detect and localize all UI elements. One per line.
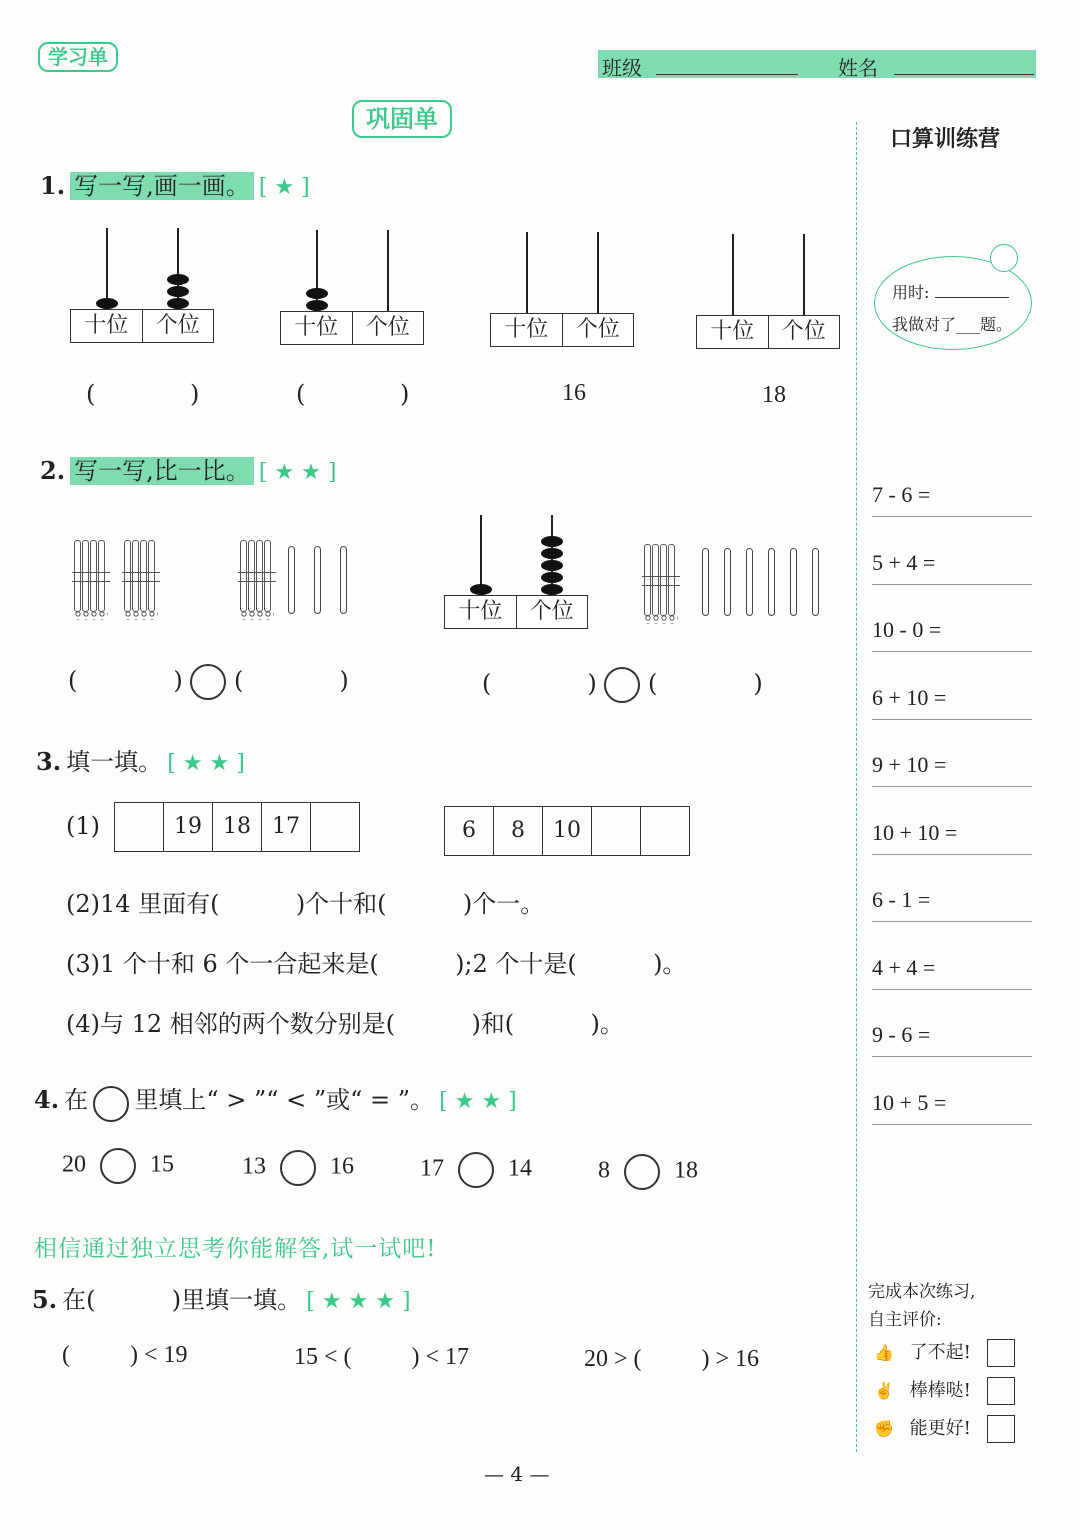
tens-label: 十位 [458, 599, 503, 624]
q3-title [36, 742, 245, 777]
place-value-box [490, 313, 634, 347]
ones-label: 个位 [516, 596, 588, 628]
mental-math-item[interactable]: 6 + 10 = [872, 685, 1032, 720]
self-eval-line-2: 自主评价: [868, 1310, 942, 1330]
self-eval-line-1: 完成本次练习, [868, 1282, 976, 1302]
ones-label: 个位 [142, 310, 214, 342]
self-eval-list [874, 1334, 1015, 1448]
left-number: 17 [420, 1155, 444, 1182]
tens-rod [732, 234, 734, 316]
eval-label: 能更好! [909, 1418, 971, 1439]
q4-text-before: 在 [64, 1086, 89, 1114]
q1-stars: [ ★ ] [258, 175, 310, 200]
q5-item-2[interactable]: 15 < ( ) < 17 [294, 1344, 470, 1370]
cell: 10 [542, 807, 591, 855]
q4-pair-2 [242, 1150, 354, 1186]
q5-item-1[interactable]: ( ) < 19 [62, 1342, 188, 1368]
class-label: 班级 [602, 56, 642, 80]
q1-blank-open[interactable]: ( [86, 380, 96, 408]
thumbs-up-icon: 👍 [874, 1343, 894, 1362]
q5-item-3[interactable]: 20 > ( ) > 16 [584, 1346, 760, 1372]
left-number: 8 [598, 1157, 610, 1184]
mental-math-item[interactable]: 10 + 10 = [872, 820, 1032, 855]
tens-label: 十位 [710, 319, 755, 344]
ones-label: 个位 [768, 316, 840, 348]
ones-rod [803, 234, 805, 316]
bead [167, 298, 189, 309]
brand-text: 学习单 [48, 45, 108, 69]
cell: 19 [163, 803, 212, 851]
bead [541, 548, 563, 559]
q4-pair-4 [598, 1154, 698, 1190]
cell[interactable] [310, 803, 359, 851]
ones-rod [387, 230, 389, 312]
ten-stick-bundle [644, 544, 678, 624]
q5-title [32, 1280, 411, 1315]
q2-compare-right [482, 667, 763, 703]
self-eval-title [868, 1278, 975, 1334]
bead [306, 288, 328, 299]
class-field[interactable] [656, 74, 798, 75]
q3-number-row-1 [114, 802, 360, 852]
single-stick [768, 548, 775, 616]
q4-pair-3 [420, 1152, 532, 1188]
circle-icon [93, 1086, 129, 1122]
eval-checkbox[interactable] [987, 1339, 1015, 1367]
cell[interactable] [115, 803, 163, 851]
q3-text: 填一填。 [66, 748, 163, 776]
blank-close: ) [587, 669, 597, 698]
blank-open[interactable]: ( [648, 669, 658, 698]
q1-blank-open[interactable]: ( [296, 380, 306, 408]
right-number: 18 [674, 1157, 698, 1184]
fist-icon: ✊ [874, 1419, 894, 1438]
sheet-title-badge [352, 100, 452, 138]
cell: 17 [261, 803, 310, 851]
cell: 6 [462, 818, 476, 843]
self-eval-item [874, 1410, 1015, 1448]
bead [541, 572, 563, 583]
compare-circle[interactable] [280, 1150, 316, 1186]
victory-hand-icon: ✌ [874, 1381, 894, 1400]
q2-compare-left [68, 664, 349, 700]
self-eval-item [874, 1372, 1015, 1410]
eval-checkbox[interactable] [987, 1415, 1015, 1443]
page-number: — 4 — [484, 1462, 550, 1486]
single-stick [724, 548, 731, 616]
blank-close: ) [339, 666, 349, 695]
left-number: 13 [242, 1153, 266, 1180]
mental-math-item[interactable]: 9 - 6 = [872, 1022, 1032, 1057]
tens-label: 十位 [504, 317, 549, 342]
self-eval-item [874, 1334, 1015, 1372]
q3-number: 3. [36, 747, 62, 776]
right-number: 16 [330, 1153, 354, 1180]
encouragement-text: 相信通过独立思考你能解答,试一试吧! [34, 1236, 437, 1262]
blank-open[interactable]: ( [234, 666, 244, 695]
cell: 8 [493, 807, 542, 855]
time-label: 用时: [892, 283, 930, 302]
q5-text: 在( )里填一填。 [62, 1286, 302, 1314]
ones-rod [597, 232, 599, 314]
q5-stars: [ ★ ★ ★ ] [306, 1289, 411, 1314]
bead [306, 300, 328, 311]
q1-text: 写一写,画一画。 [70, 172, 254, 200]
mental-math-item[interactable]: 5 + 4 = [872, 550, 1032, 585]
blank-open[interactable]: ( [482, 669, 492, 698]
q4-text-after: 里填上“ > ”“ < ”或“ = ”。 [134, 1086, 435, 1114]
time-field[interactable] [935, 297, 1009, 298]
single-stick [314, 546, 321, 614]
q3-part1-label: (1) [66, 812, 100, 840]
single-stick [746, 548, 753, 616]
single-stick [702, 548, 709, 616]
left-number: 20 [62, 1151, 86, 1178]
blank-open[interactable]: ( [68, 666, 78, 695]
q4-title [34, 1080, 517, 1122]
bead [167, 274, 189, 285]
ones-label: 个位 [562, 314, 634, 346]
q4-pair-1 [62, 1148, 174, 1184]
bead [470, 584, 492, 595]
compare-circle[interactable] [604, 667, 640, 703]
compare-circle[interactable] [100, 1148, 136, 1184]
q3-part3: (3)1 个十和 6 个一合起来是( );2 个十是( )。 [66, 950, 687, 978]
single-stick [790, 548, 797, 616]
correct-count: 我做对了___题。 [892, 315, 1013, 334]
single-stick [288, 546, 295, 614]
q1-value-16: 16 [562, 380, 586, 406]
tens-label: 十位 [294, 315, 339, 340]
cell[interactable] [640, 807, 689, 855]
side-divider [856, 122, 857, 1452]
ten-stick-bundle [240, 540, 274, 620]
time-row [892, 280, 1009, 303]
tens-rod [526, 232, 528, 314]
place-value-box [444, 595, 588, 629]
cell: 18 [212, 803, 261, 851]
brand-badge [38, 42, 118, 72]
right-number: 15 [150, 1151, 174, 1178]
mental-math-item[interactable]: 6 - 1 = [872, 887, 1032, 922]
q1-blank-close: ) [400, 380, 410, 408]
q2-stars: [ ★ ★ ] [258, 460, 337, 485]
q2-text: 写一写,比一比。 [70, 457, 254, 485]
right-number: 14 [508, 1155, 532, 1182]
eval-label: 了不起! [909, 1342, 971, 1363]
mental-math-item[interactable]: 7 - 6 = [872, 482, 1032, 517]
q4-number: 4. [34, 1085, 60, 1114]
eval-label: 棒棒哒! [909, 1380, 971, 1401]
mental-math-item[interactable]: 9 + 10 = [872, 752, 1032, 787]
cell[interactable] [591, 807, 640, 855]
sheet-title: 巩固单 [366, 105, 438, 133]
q2-number: 2. [40, 456, 66, 485]
bead [541, 584, 563, 595]
single-stick [340, 546, 347, 614]
mental-math-item[interactable]: 10 - 0 = [872, 617, 1032, 652]
eval-checkbox[interactable] [987, 1377, 1015, 1405]
blank-close: ) [753, 669, 763, 698]
mental-math-item[interactable]: 10 + 5 = [872, 1090, 1032, 1125]
q2-title [40, 451, 336, 486]
compare-circle[interactable] [624, 1154, 660, 1190]
q3-stars: [ ★ ★ ] [167, 751, 245, 776]
bead [541, 536, 563, 547]
compare-circle[interactable] [190, 664, 226, 700]
name-label: 姓名 [838, 56, 878, 80]
q1-number: 1. [40, 171, 66, 200]
place-value-box [280, 311, 424, 345]
q3-part2: (2)14 里面有( )个十和( )个一。 [66, 890, 545, 918]
bead [167, 286, 189, 297]
blank-close: ) [173, 666, 183, 695]
q4-stars: [ ★ ★ ] [439, 1089, 517, 1114]
name-field[interactable] [894, 74, 1034, 75]
place-value-box [696, 315, 840, 349]
ten-stick-bundle [124, 540, 158, 620]
q3-part4: (4)与 12 相邻的两个数分别是( )和( )。 [66, 1010, 624, 1038]
single-stick [812, 548, 819, 616]
q5-number: 5. [32, 1285, 58, 1314]
q1-blank-close: ) [190, 380, 200, 408]
bead [96, 298, 118, 309]
mental-math-item[interactable]: 4 + 4 = [872, 955, 1032, 990]
q3-number-row-2 [444, 806, 690, 856]
ten-stick-bundle [74, 540, 108, 620]
clock-icon [990, 244, 1018, 272]
tens-label: 十位 [84, 313, 129, 338]
side-title: 口算训练营 [890, 127, 1001, 152]
compare-circle[interactable] [458, 1152, 494, 1188]
q1-value-18: 18 [762, 382, 786, 408]
ones-label: 个位 [352, 312, 424, 344]
q1-title [40, 166, 310, 201]
place-value-box [70, 309, 214, 343]
bead [541, 560, 563, 571]
